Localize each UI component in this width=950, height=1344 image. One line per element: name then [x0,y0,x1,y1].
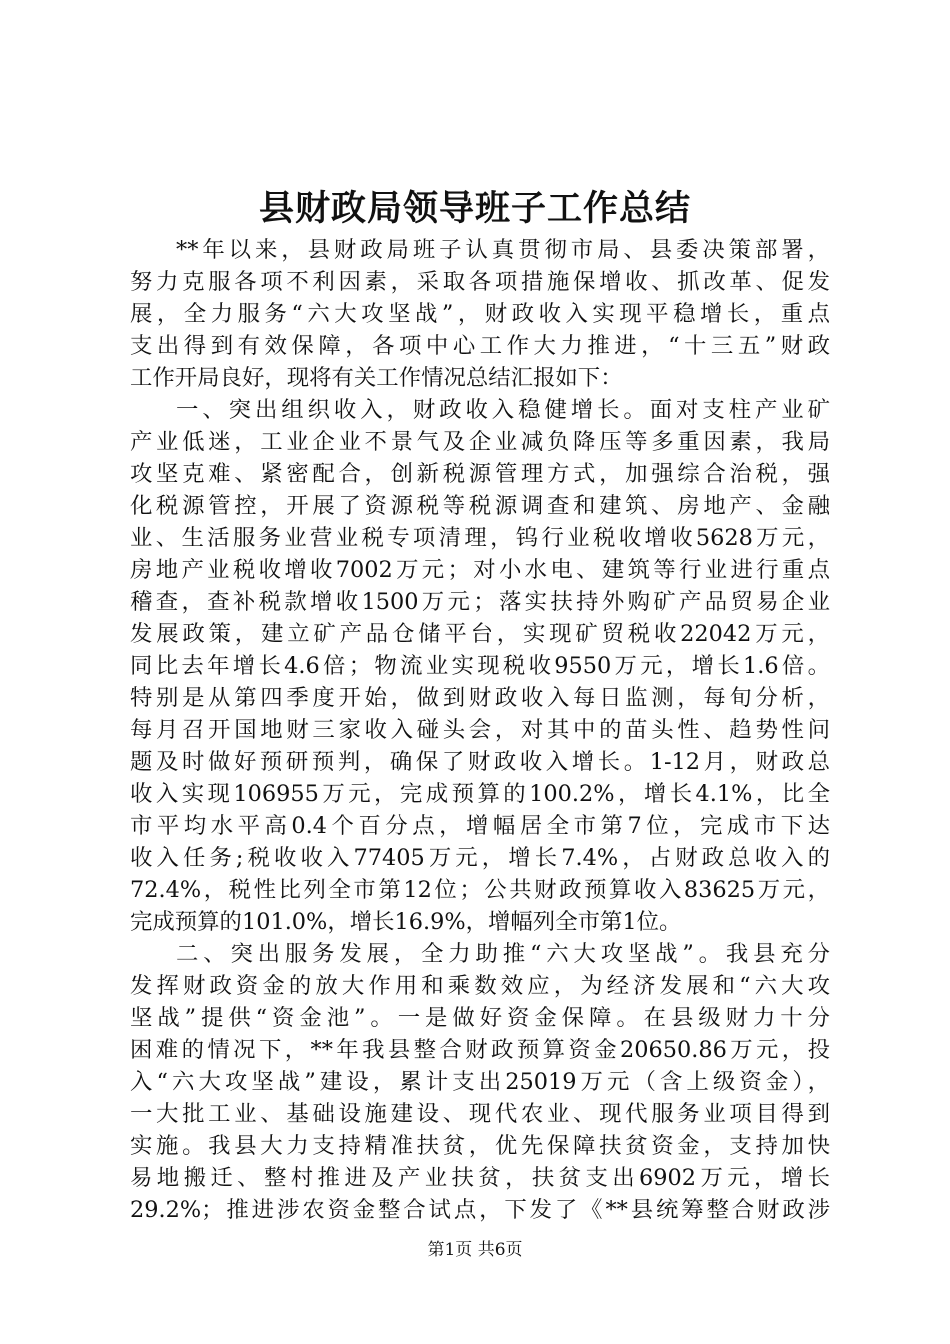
document-title: 县财政局领导班子工作总结 [258,188,691,229]
body-line: 实施。我县大力支持精准扶贫，优先保障扶贫资金，支持加快 [130,1133,830,1159]
body-line: 稽查，查补税款增收1500万元；落实扶持外购矿产品贸易企业 [130,589,830,615]
page-footer: 第1页 共6页 [427,1240,523,1260]
body-line: **年以来，县财政局班子认真贯彻市局、县委决策部署， [176,237,830,263]
body-line: 发挥财政资金的放大作用和乘数效应，为经济发展和“六大攻 [130,973,830,999]
body-line: 一大批工业、基础设施建设、现代农业、现代服务业项目得到 [130,1101,830,1127]
body-line: 发展政策，建立矿产品仓储平台，实现矿贸税收22042万元， [130,621,830,647]
body-line: 同比去年增长4.6倍；物流业实现税收9550万元，增长1.6倍。 [130,653,830,679]
body-line: 题及时做好预研预判，确保了财政收入增长。1-12月，财政总 [130,749,830,775]
body-line: 72.4%，税性比列全市第12位；公共财政预算收入83625万元， [130,877,830,903]
body-line: 收入实现106955万元，完成预算的100.2%，增长4.1%，比全 [130,781,830,807]
body-line: 展，全力服务“六大攻坚战”，财政收入实现平稳增长，重点 [130,301,830,327]
body-line: 房地产业税收增收7002万元；对小水电、建筑等行业进行重点 [130,557,830,583]
body-line: 特别是从第四季度开始，做到财政收入每日监测，每旬分析， [130,685,830,711]
body-line: 化税源管控，开展了资源税等税源调查和建筑、房地产、金融 [130,493,830,519]
body-line: 入“六大攻坚战”建设，累计支出25019万元（含上级资金）， [130,1069,830,1095]
body-line: 市平均水平高0.4个百分点，增幅居全市第7位，完成市下达 [130,813,830,839]
body-line: 收入任务;税收收入77405万元，增长7.4%，占财政总收入的 [130,845,830,871]
body-line: 攻坚克难、紧密配合，创新税源管理方式，加强综合治税，强 [130,461,830,487]
body-line: 困难的情况下，**年我县整合财政预算资金20650.86万元，投 [130,1037,830,1063]
body-line: 完成预算的101.0%，增长16.9%，增幅列全市第1位。 [130,909,682,935]
body-line: 易地搬迁、整村推进及产业扶贫，扶贫支出6902万元，增长 [130,1165,830,1191]
document-body [130,234,830,1226]
body-line: 工作开局良好，现将有关工作情况总结汇报如下： [130,365,623,391]
body-line: 一、突出组织收入，财政收入稳健增长。面对支柱产业矿 [176,397,830,423]
body-line: 坚战”提供“资金池”。一是做好资金保障。在县级财力十分 [130,1005,830,1031]
body-line: 努力克服各项不利因素，采取各项措施保增收、抓改革、促发 [130,269,830,295]
body-line: 业、生活服务业营业税专项清理，钨行业税收增收5628万元， [130,525,830,551]
body-line: 支出得到有效保障，各项中心工作大力推进，“十三五”财政 [130,333,830,359]
body-line: 二、突出服务发展，全力助推“六大攻坚战”。我县充分 [176,941,830,967]
body-line: 29.2%；推进涉农资金整合试点，下发了《**县统筹整合财政涉 [130,1197,830,1223]
body-line: 每月召开国地财三家收入碰头会，对其中的苗头性、趋势性问 [130,717,830,743]
body-line: 产业低迷，工业企业不景气及企业减负降压等多重因素，我局 [130,429,830,455]
